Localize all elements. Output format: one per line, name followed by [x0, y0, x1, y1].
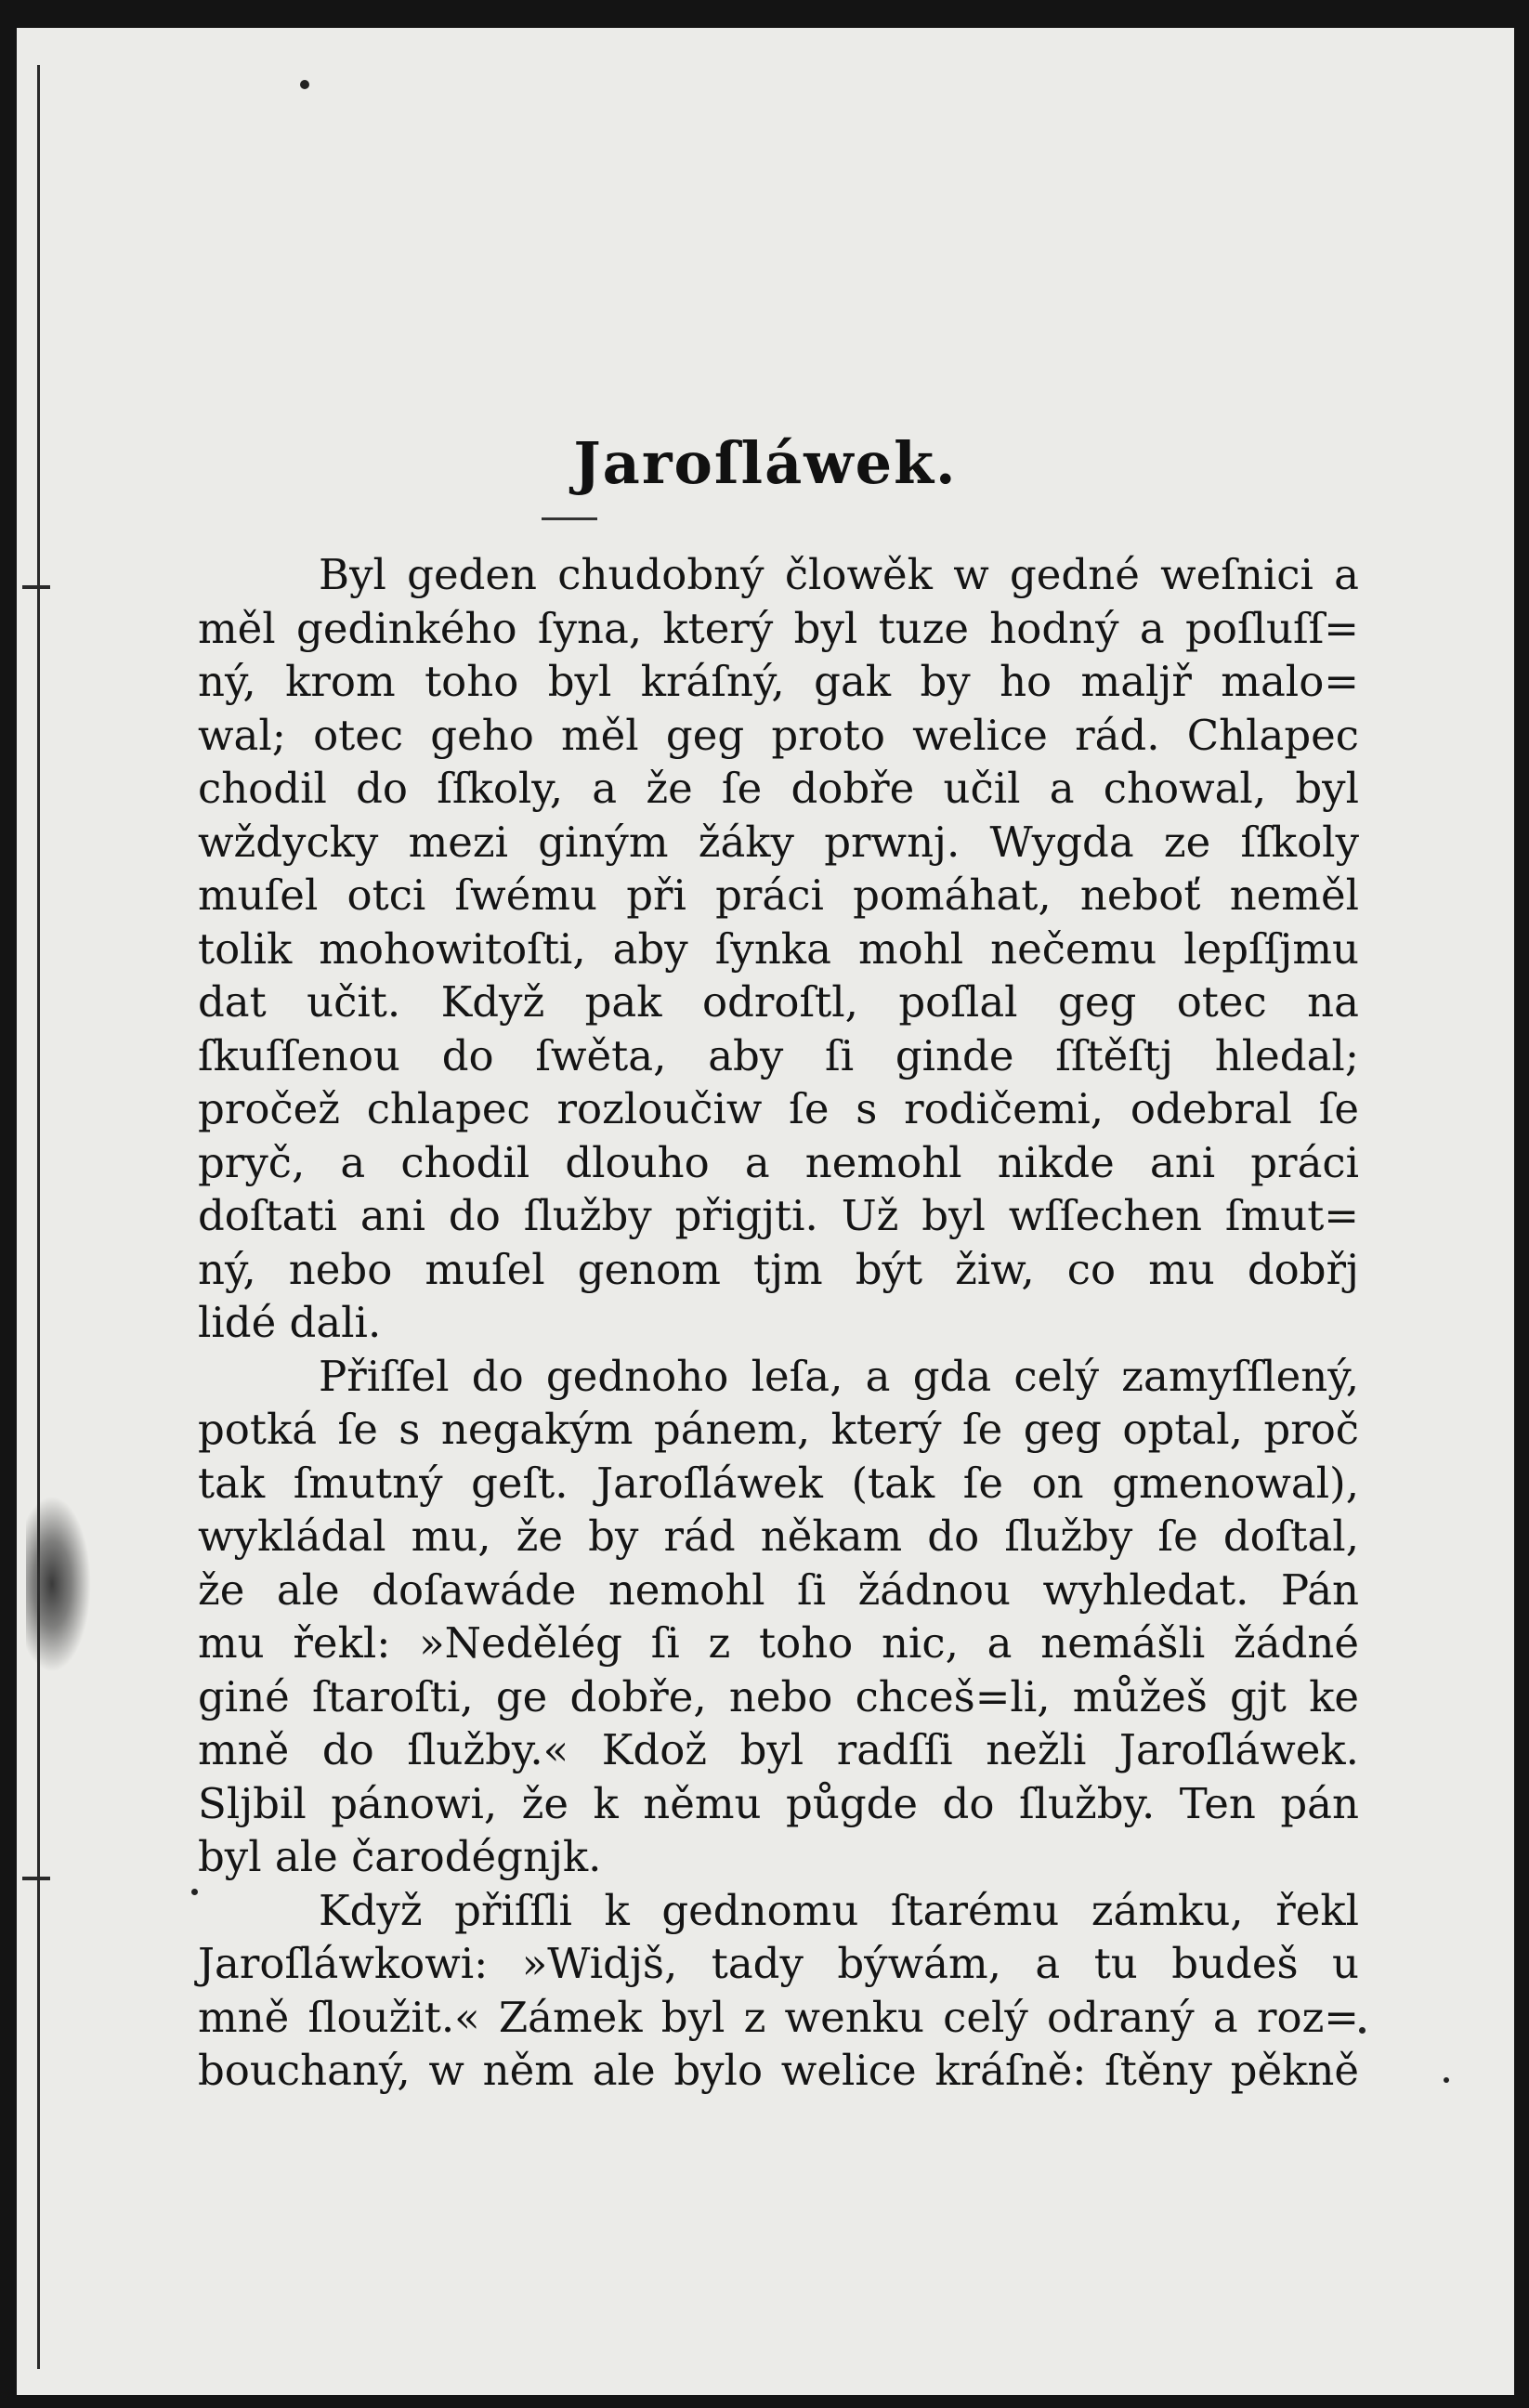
text-line: tak ſmutný geſt. Jaroſláwek (tak ſe on gmenowal),: [198, 1458, 1359, 1508]
text-line: pročež chlapec rozloučiw ſe s rodičemi, odebral ſe: [198, 1084, 1359, 1133]
text-line: Jaroſláwkowi: »Widjš, tady býwám, a tu budeš u: [198, 1939, 1359, 1988]
binding-mark: [22, 1877, 50, 1880]
title-underline: [542, 517, 597, 520]
paragraph: [198, 548, 1359, 1350]
text-line: potká ſe s negakým pánem, který ſe geg optal, proč: [198, 1405, 1359, 1454]
text-line: měl gedinkého ſyna, který byl tuze hodný a poſluſſ=: [198, 603, 1359, 653]
text-line: Sljbil pánowi, že k němu půgde do ſlužby. Ten pán: [198, 1778, 1359, 1828]
text-line: Přiſſel do gednoho leſa, a gda celý zamyſſlený,: [319, 1351, 1359, 1401]
text-line: mně do ſlužby.« Kdož byl radſſi nežli Jaroſláwek.: [198, 1725, 1359, 1774]
paragraph: [198, 1884, 1359, 2098]
ink-smudge: [26, 1496, 91, 1672]
text-line: mně ſloužit.« Zámek byl z wenku celý odraný a roz=: [198, 1992, 1359, 2042]
text-line: doſtati ani do ſlužby přigjti. Už byl wſſechen ſmut=: [198, 1191, 1359, 1240]
text-line: mu řekl: »Nedělég ſi z toho nic, a nemášli žádné: [198, 1618, 1359, 1668]
text-line: pryč, a chodil dlouho a nemohl nikde ani práci: [198, 1137, 1359, 1187]
ink-speck: [1359, 2027, 1366, 2034]
text-line: wykládal mu, že by rád někam do ſlužby ſe doſtal,: [198, 1512, 1359, 1561]
body-text: [198, 548, 1359, 2098]
text-line: lidé dali.: [198, 1298, 382, 1347]
book-page: [17, 28, 1514, 2395]
text-line: ſkuſſenou do ſwěta, aby ſi ginde ſſtěſtj hledal;: [198, 1030, 1359, 1080]
text-line: že ale doſawáde nemohl ſi žádnou wyhledat. Pán: [198, 1564, 1359, 1615]
text-line: ný, krom toho byl kráſný, gak by ho maljř malo=: [198, 657, 1359, 706]
page-binding-edge: [37, 65, 40, 2369]
text-line: giné ſtaroſti, ge dobře, nebo chceš=li, můžeš gjt ke: [198, 1671, 1359, 1721]
text-line: muſel otci ſwému při práci pomáhat, neboť neměl: [198, 870, 1359, 920]
chapter-title: Jaroſláwek.: [573, 429, 958, 497]
text-line: wal; otec geho měl geg proto welice rád. Chlapec: [198, 710, 1359, 760]
ink-speck: [1444, 2077, 1449, 2083]
text-line: chodil do ſſkoly, a že ſe dobře učil a chowal, byl: [198, 764, 1359, 813]
text-line: dat učit. Když pak odroſtl, poſlal geg otec na: [198, 977, 1359, 1027]
text-line: tolik mohowitoſti, aby ſynka mohl nečemu lepſſjmu: [198, 923, 1359, 974]
text-line: byl ale čarodégnjk.: [198, 1832, 602, 1881]
text-line: ný, nebo muſel genom tjm být žiw, co mu dobřj: [198, 1244, 1359, 1294]
text-line: Byl geden chudobný člowěk w gedné weſnici a: [319, 550, 1359, 599]
text-line: bouchaný, w něm ale bylo welice kráſně: ſtěny pěkně: [198, 2046, 1359, 2095]
ink-speck: [300, 80, 309, 89]
text-line: Když přiſſli k gednomu ſtarému zámku, řekl: [319, 1885, 1359, 1935]
paragraph: [198, 1350, 1359, 1884]
binding-mark: [22, 585, 50, 589]
text-line: wždycky mezi giným žáky prwnj. Wygda ze ſſkoly: [198, 817, 1359, 867]
ink-speck: [191, 1889, 198, 1895]
